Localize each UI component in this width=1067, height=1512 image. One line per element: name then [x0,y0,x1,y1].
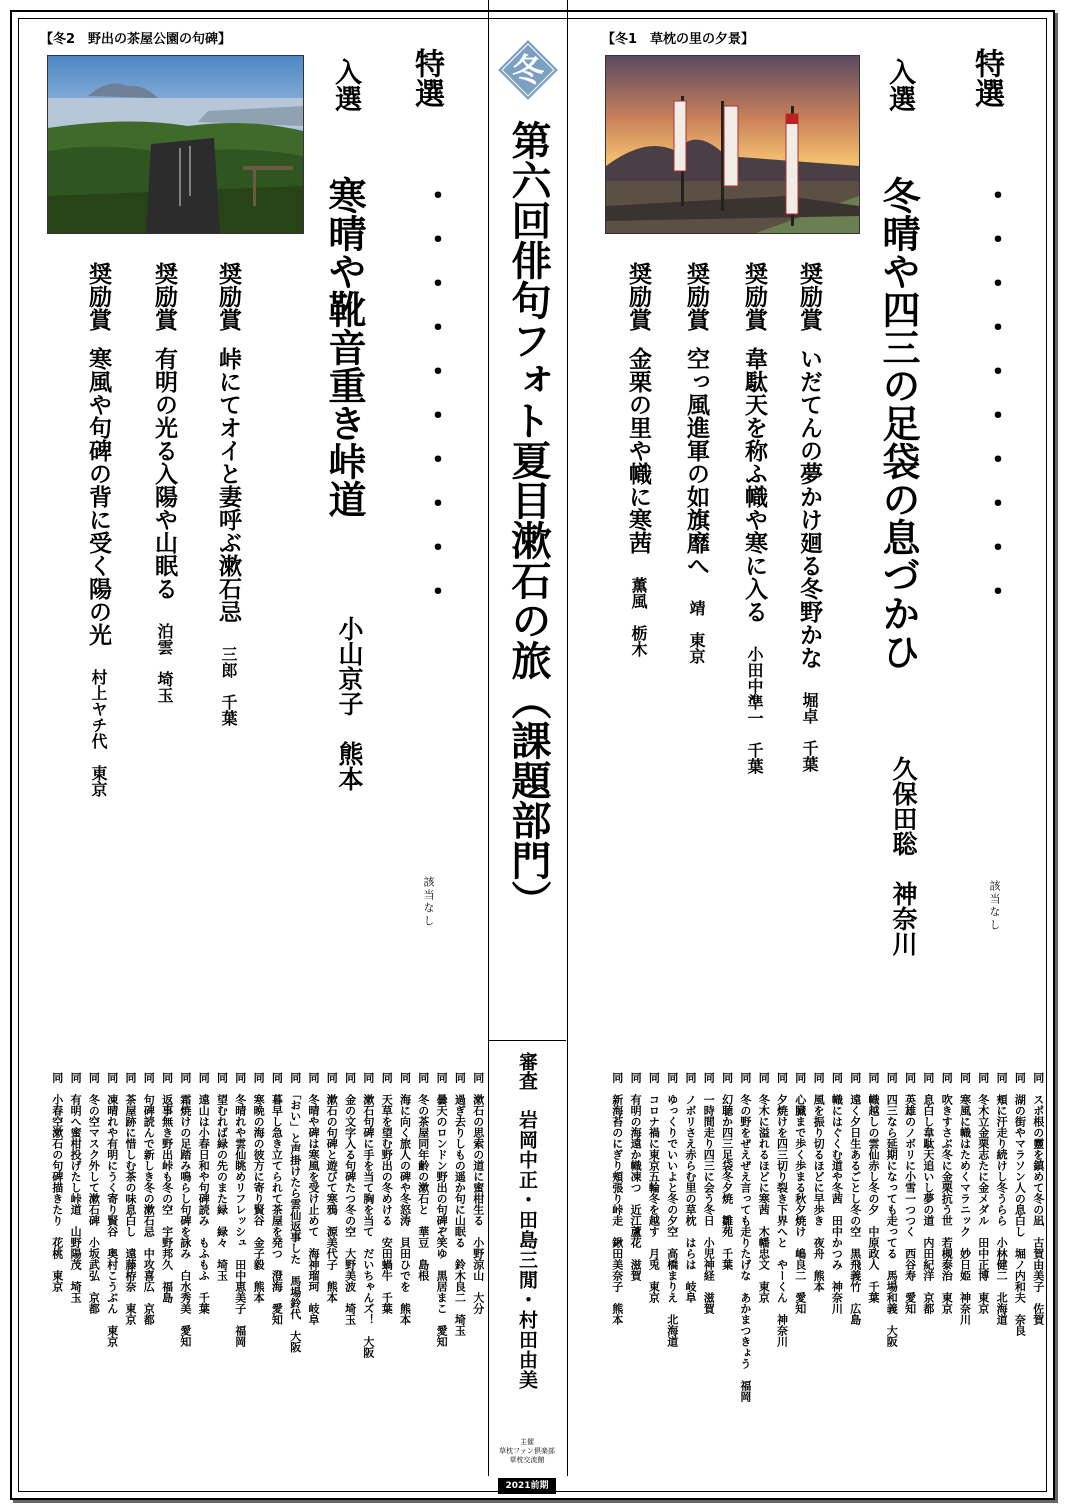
nyusen-author-right: 久保田聡 神奈川 [889,756,918,956]
encouragement-haiku: いだてんの夢かけ廻る冬野かな [796,347,822,669]
nyusen-label-right: 入選 [884,58,915,112]
honorable-mention-item: 同 吹きすさぶ冬に金栗抗う世 若槻泰治 東京 [940,1072,954,1314]
honorable-mention-item: 同 冬の茶屋同年齢の漱石と 華豆 島根 [416,1072,430,1281]
honorable-mention-item: 同 有明へ蜜柑投げたし峠道 山野陽茂 埼玉 [69,1072,83,1303]
honorable-mention-item: 同 海に向く旅人の碑や冬怒涛 貝田ひでを 熊本 [398,1072,412,1325]
tokusen-label-left: 特選 [409,48,444,108]
encouragement-haiku: 空っ風進軍の如旗靡へ [683,347,709,577]
encouragement-label: 奨励賞 [215,262,241,331]
honorable-mention-item: 同 暮早し急き立てられて茶屋を発つ 澄海 愛知 [270,1072,284,1325]
encouragement-author: 堀卓 千葉 [800,692,819,772]
honorable-mention-item: 同 有明の海遠か幟凍つ 近江蘆花 滋賀 [629,1072,643,1281]
honorable-mention-item: 同 湖の街やマラソン人の息白し 堀ノ内和夫 奈良 [1013,1072,1027,1336]
tokusen-none-left: 該当なし [422,876,435,928]
caption-winter-1: 【冬1 草枕の里の夕景】 [602,32,755,47]
encouragement-label: 奨励賞 [796,262,822,331]
sponsor-block [490,1438,564,1465]
encouragement-label: 奨励賞 [151,262,177,331]
honorable-mention-item: 同 天草を望む野出の冬めける 安田蝸牛 千葉 [380,1072,394,1314]
nyusen-haiku-right: 冬晴や四三の足袋の息づかひ [876,176,920,670]
nyusen-author-left: 小山京子 熊本 [335,616,364,791]
encouragement-label: 奨励賞 [625,262,651,331]
judges-label: 審査 [516,1052,538,1090]
edition-badge: 2021前期 [498,1478,556,1494]
encouragement-haiku: 有明の光る入陽や山眠る [151,347,177,600]
encouragement-author: 靖 東京 [687,600,706,664]
encouragement-right-2 [740,262,768,774]
encouragement-haiku: 寒風や句碑の背に受く陽の光 [85,347,111,646]
caption-winter-2: 【冬2 野出の茶屋公園の句碑】 [40,32,232,47]
honorable-mention-item: 同 金の文字入る句碑たつ冬の空 大野美波 埼玉 [343,1072,357,1325]
season-emblem-char: 冬 [511,51,545,89]
honorable-mention-item: 同 遠山は小春日和や句碑読み もふもふ 千葉 [197,1072,211,1314]
honorable-mention-item: 同 曇天のロンドン野出の句碑ぞ笑ゆ 黒居まこ 愛知 [435,1072,449,1347]
encouragement-right-4 [624,262,652,657]
honorable-mention-item: 同 夕焼けを四三切り裂き下界へと やーくん 神奈川 [775,1072,789,1347]
honorable-mention-item: 同 「おい」と声掛けたら雲仙返事した 馬場鈴代 大阪 [288,1072,302,1353]
encouragement-label: 奨励賞 [85,262,111,331]
honorable-mention-item: 同 風を振り切るほどに早歩き 夜舟 熊本 [812,1072,826,1292]
encouragement-haiku: 金栗の里や幟に寒茜 [625,347,651,554]
encouragement-label: 奨励賞 [683,262,709,331]
page-title: 第六回俳句フォト夏目漱石の旅（課題部門） [505,120,551,920]
honorable-mention-item: 同 英雄のノボリに小雪一つつく 西谷寿 愛知 [903,1072,917,1314]
honorable-mention-item: 同 心臓まで歩く歩まる秋夕焼け 嶋良二 愛知 [793,1072,807,1314]
encouragement-left-1 [214,262,242,726]
honorable-mention-item: 同 コロナ禍に東京五輪冬を越す 月兎 東京 [647,1072,661,1303]
spine-divider [488,1040,566,1041]
encouragement-label: 奨励賞 [741,262,767,331]
encouragement-author: 小田中準一 千葉 [745,646,764,774]
honorable-mention-item: 同 息白し韋駄天追いし夢の道 内田紀洋 京都 [921,1072,935,1314]
honorable-mention-item: 同 スポ根の靈を鎮めて冬の凪 古賀由美子 佐賀 [1031,1072,1045,1325]
honorable-mention-item: 同 一時間走り四三に会う冬日 小児神経 滋賀 [702,1072,716,1314]
winter-season-emblem [494,36,562,104]
tokusen-none-right: 該当なし [988,880,1001,932]
honorable-mention-item: 同 茶屋跡に惜しむ茶の味息白し 遠藤栫奈 東京 [124,1072,137,1325]
honorable-mention-item: 同 遠く夕日生あるごとし冬の空 黒飛義竹 広島 [848,1072,862,1325]
encouragement-author: 泊雲 埼玉 [155,623,174,703]
honorable-mention-item: 同 望むれば緑の先のまた緑 緑々 埼玉 [215,1072,229,1281]
honorable-mention-item: 同 頬に汗走り続けし冬うらら 小林健二 北海道 [995,1072,1009,1325]
encouragement-right-1 [795,262,823,772]
sponsor-label: 主催 [520,1438,534,1446]
honorable-mention-item: 同 霜焼けの足踏み鳴らし句碑を詠み 白水秀美 愛知 [178,1072,192,1347]
honorable-mention-item: 同 冬木に溢れるほどに寒茜 木幡忠文 東京 [757,1072,771,1303]
honorable-mention-item: 同 返事無き野出峠も冬の空 宇野邦久 福島 [160,1072,174,1303]
honorable-mention-item: 同 過ぎ去りしもの遥か句に山眠る 鈴木良二 埼玉 [453,1072,467,1336]
honorable-mention-item: 同 冬晴や碑は寒風を受け止めて 海神瑠珂 岐阜 [307,1072,320,1325]
honorable-mention-item: 同 冬木立金栗志たに金メダル 田中正博 東京 [976,1072,990,1314]
honorable-mention-item: 同 ゆっくりでいいよと冬の夕空 高橋まりえ 北海道 [665,1072,679,1347]
photo-sunset-banners [605,55,860,234]
sponsor-org-1: 草枕ファン倶楽部 [499,1447,555,1455]
honorable-mention-item: 同 凍晴れや有明にうく寄り賢谷 奥村こうぶん 東京 [105,1072,119,1347]
honorable-mention-item: 同 漱石の句碑と遊びて寒鴉 源美代子 熊本 [325,1072,339,1303]
honorable-mention-item: 同 幟越しの雲仙赤し冬の夕 中原政人 千葉 [867,1072,880,1303]
honorable-mention-item: 同 冬晴れや雲仙眺めリフレッシュ 田中恵美子 福岡 [233,1072,247,1347]
nyusen-haiku-left: 寒晴や靴音重き峠道 [322,176,366,518]
honorable-mention-item: 同 四三なら延期になっても走ってる 馬場和義 大阪 [885,1072,899,1347]
honorable-mention-item: 同 漱石の思索の道に蜜柑生る 小野涼山 大分 [471,1072,485,1314]
tokusen-dots-right: ・・・・・・・・・・ [977,180,1012,620]
encouragement-left-2 [150,262,178,703]
honorable-mention-item: 同 寒晩の海の彼方に寄り賢谷 金子毅 熊本 [252,1072,266,1303]
honorable-mention-item: 同 新海苔のにぎり頬張り峠走 鍬田美奈子 熊本 [610,1072,624,1325]
honorable-mention-item: 同 冬の野をぜえぜえ言っても走りたげな あかまつきょう 福岡 [738,1072,752,1402]
encouragement-haiku: 峠にてオイと妻呼ぶ漱石忌 [215,347,241,623]
encouragement-author: 三郎 千葉 [219,646,238,726]
tokusen-label-right: 特選 [969,48,1004,108]
encouragement-haiku: 韋駄天を称ふ幟や寒に入る [741,347,767,623]
sponsor-org-2: 草枕交流館 [509,1456,545,1464]
honorable-mention-item: 同 漱石句碑に手を当て胸を当て だいちゃんズ！ 大阪 [361,1072,375,1358]
honorable-mention-item: 同 句碑読んで新しき冬の漱石忌 中攻喜広 京都 [142,1072,156,1325]
photo-haiku-monument [47,55,304,234]
encouragement-author: 薫風 栃木 [629,577,648,657]
honorable-mention-item: 同 冬の空マスク外して漱石碑 小坂武弘 京都 [87,1072,101,1314]
encouragement-author: 村上ヤチ代 東京 [89,669,108,797]
honorable-mention-item: 同 ノボリさえ赤らむ里の草枕 はらは 岐阜 [684,1072,697,1303]
honorable-mention-item: 同 小春空漱石の句碑描きたり 花桃 東京 [50,1072,64,1292]
honorable-mention-item: 同 寒風に幟はためくマラニック 妙日姫 神奈川 [958,1072,972,1325]
honorable-mention-item: 同 幻聴か四三足袋冬夕焼 雛苑 千葉 [720,1072,734,1270]
nyusen-label-left: 入選 [330,58,361,112]
encouragement-left-3 [84,262,112,797]
tokusen-dots-left: ・・・・・・・・・・ [417,180,452,620]
judges-names: 岩岡中正・田島三閒・村田由美 [516,1110,538,1390]
honorable-mention-item: 同 幟にはぐくむ道や冬茜 田中かつみ 神奈川 [830,1072,844,1314]
encouragement-right-3 [682,262,710,664]
